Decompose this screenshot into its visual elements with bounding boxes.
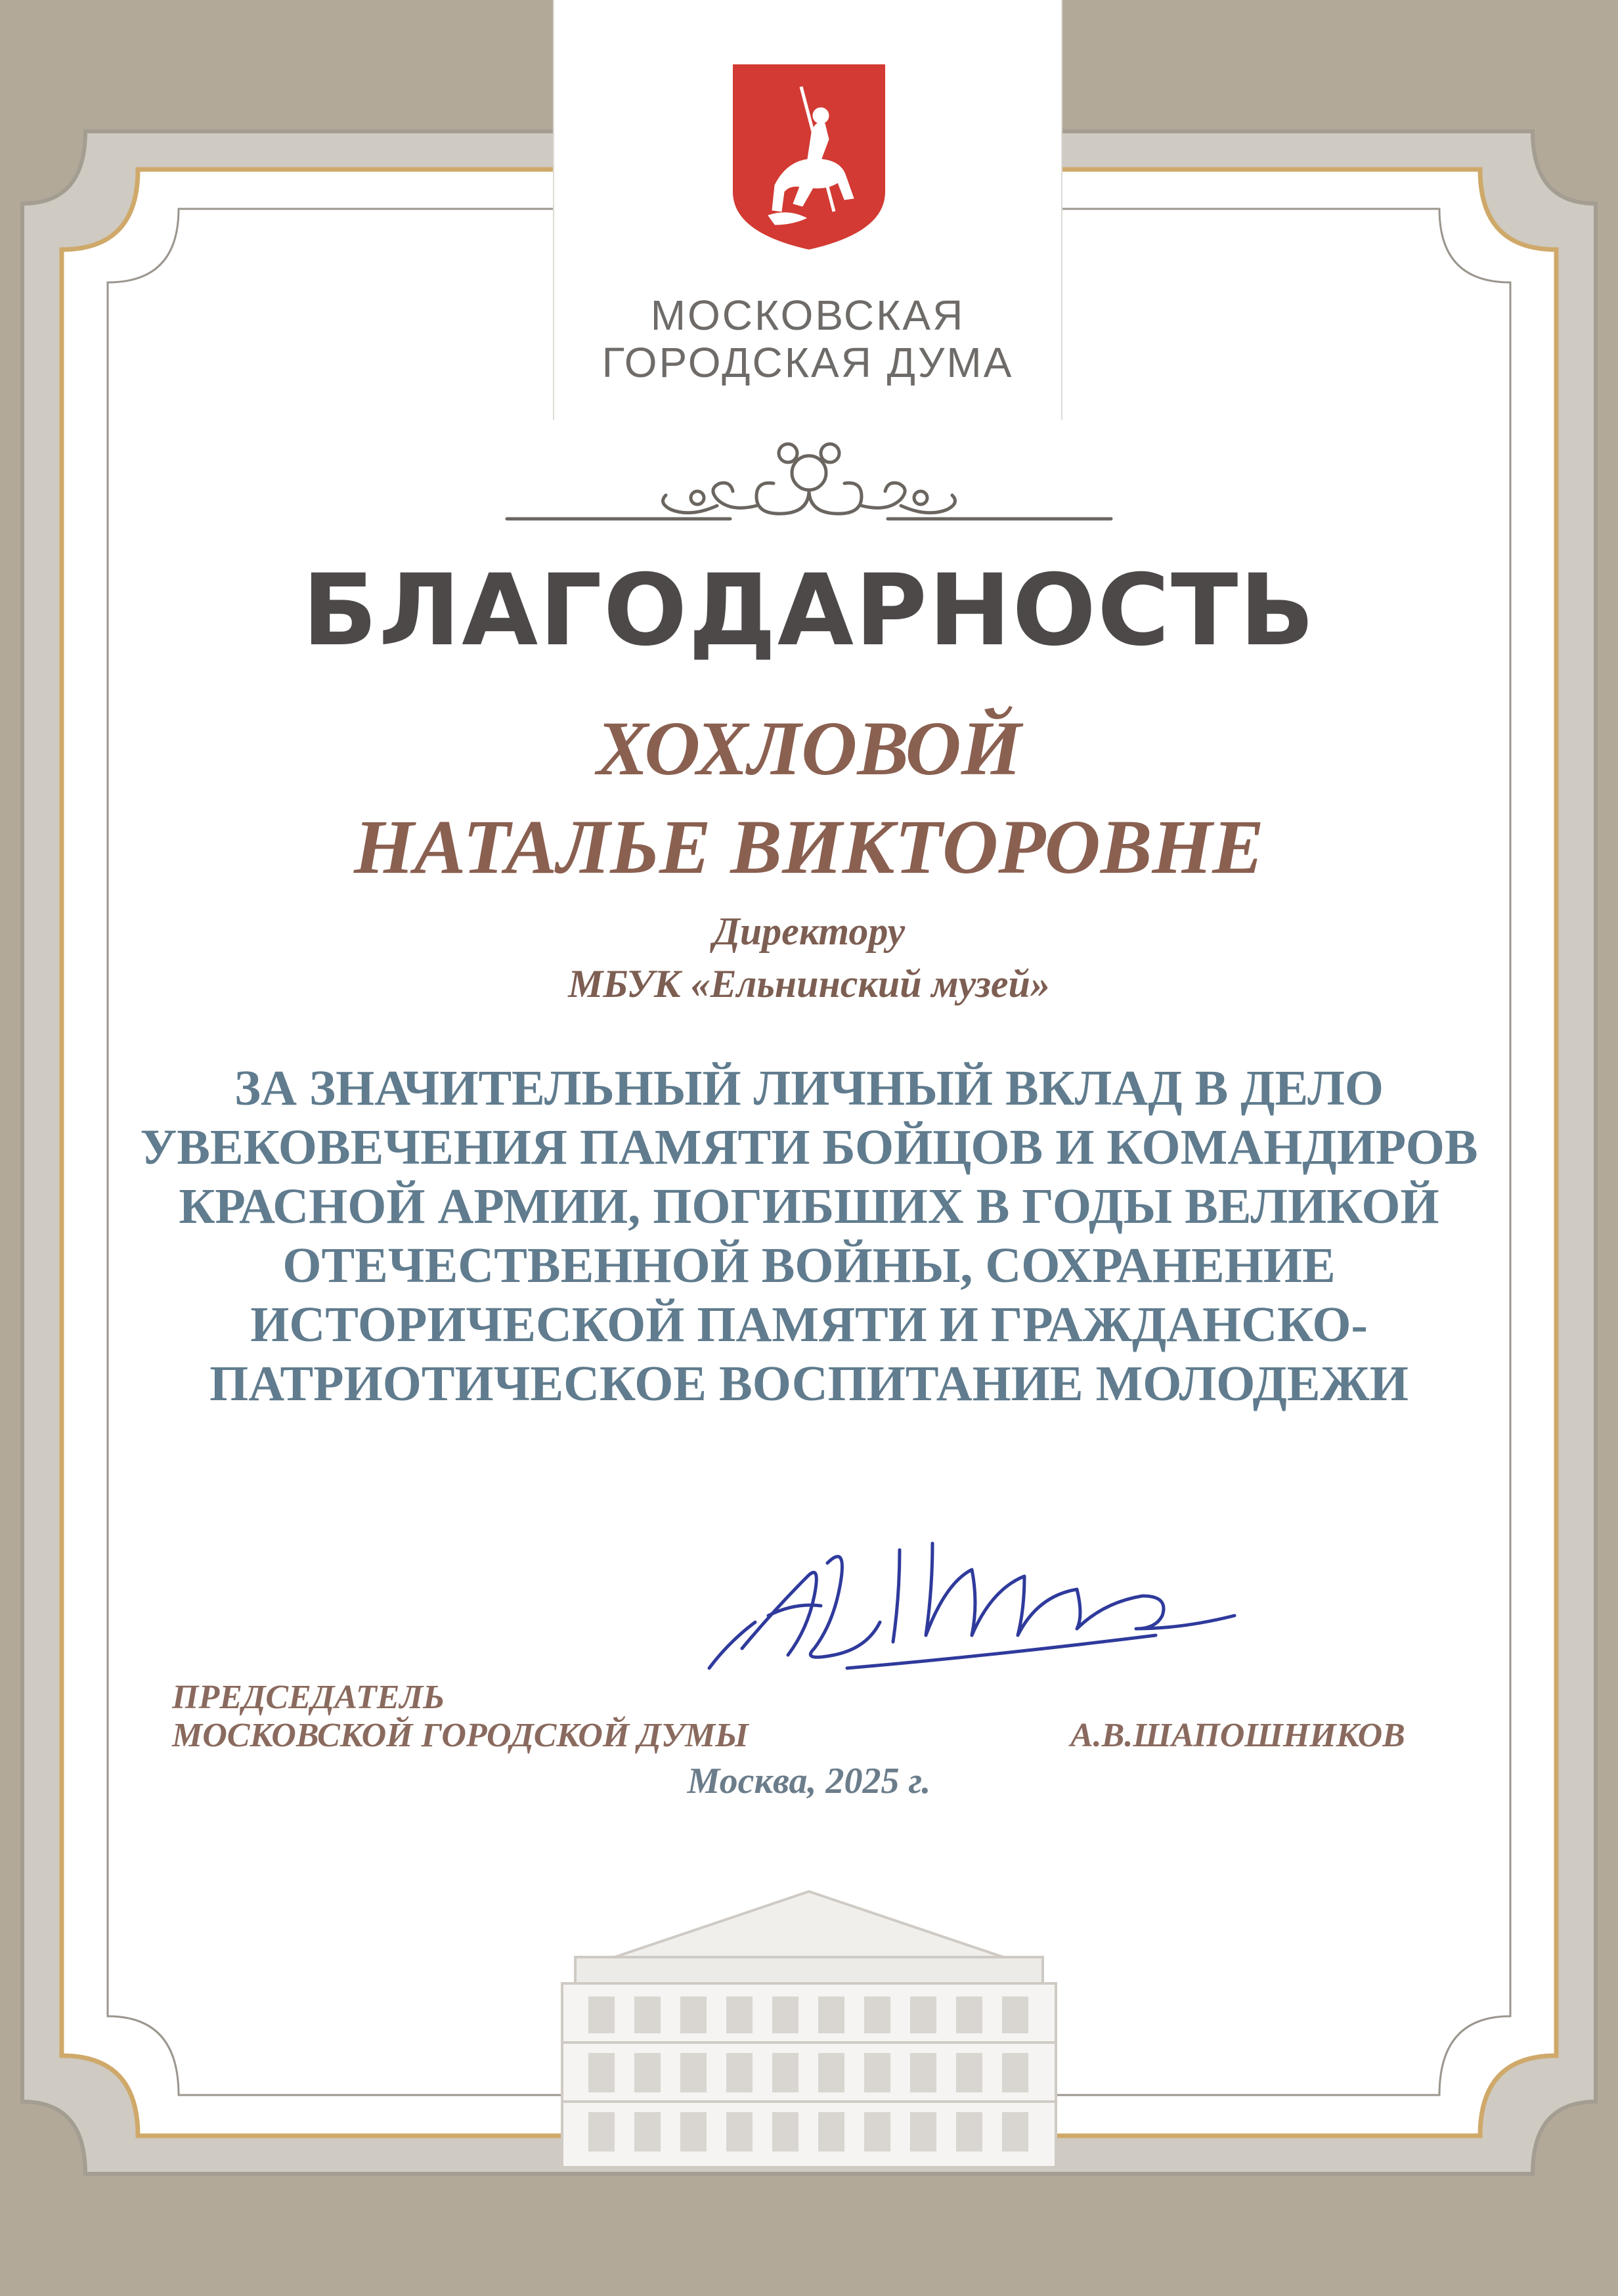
reason-line: УВЕКОВЕЧЕНИЯ ПАМЯТИ БОЙЦОВ И КОМАНДИРОВ xyxy=(140,1120,1478,1175)
signatory-name: А.В.ШАПОШНИКОВ xyxy=(1070,1717,1405,1754)
reason-line: ИСТОРИЧЕСКОЙ ПАМЯТИ И ГРАЖДАНСКО- xyxy=(250,1297,1368,1352)
scroll-ornament-icon xyxy=(481,433,1137,545)
reason-line: ЗА ЗНАЧИТЕЛЬНЫЙ ЛИЧНЫЙ ВКЛАД В ДЕЛО xyxy=(234,1061,1384,1116)
recipient-position-line-1: Директору xyxy=(712,910,906,953)
recipient-name-line-1: ХОХЛОВОЙ xyxy=(596,705,1022,791)
signatory-title-line-2: МОСКОВСКОЙ ГОРОДСКОЙ ДУМЫ xyxy=(172,1717,749,1754)
reason-line: ОТЕЧЕСТВЕННОЙ ВОЙНЫ, СОХРАНЕНИЕ xyxy=(282,1238,1336,1293)
organization-line-1: МОСКОВСКАЯ xyxy=(650,292,965,339)
organization-line-2: ГОРОДСКАЯ ДУМА xyxy=(601,339,1014,386)
recipient-name-line-2: НАТАЛЬЕ ВИКТОРОВНЕ xyxy=(353,804,1265,890)
signatory-title-line-1: ПРЕДСЕДАТЕЛЬ xyxy=(172,1679,445,1716)
moscow-coat-of-arms-icon xyxy=(729,60,889,252)
certificate-title: БЛАГОДАРНОСТЬ xyxy=(302,554,1316,668)
reason-line: КРАСНОЙ АРМИИ, ПОГИБШИХ В ГОДЫ ВЕЛИКОЙ xyxy=(179,1179,1439,1234)
recipient-position-line-2: МБУК «Ельнинский музей» xyxy=(568,962,1050,1005)
handwritten-signature xyxy=(683,1491,1313,1701)
duma-building-icon xyxy=(536,1878,1082,2167)
reason-line: ПАТРИОТИЧЕСКОЕ ВОСПИТАНИЕ МОЛОДЕЖИ xyxy=(209,1356,1409,1411)
place-and-date: Москва, 2025 г. xyxy=(687,1761,931,1801)
